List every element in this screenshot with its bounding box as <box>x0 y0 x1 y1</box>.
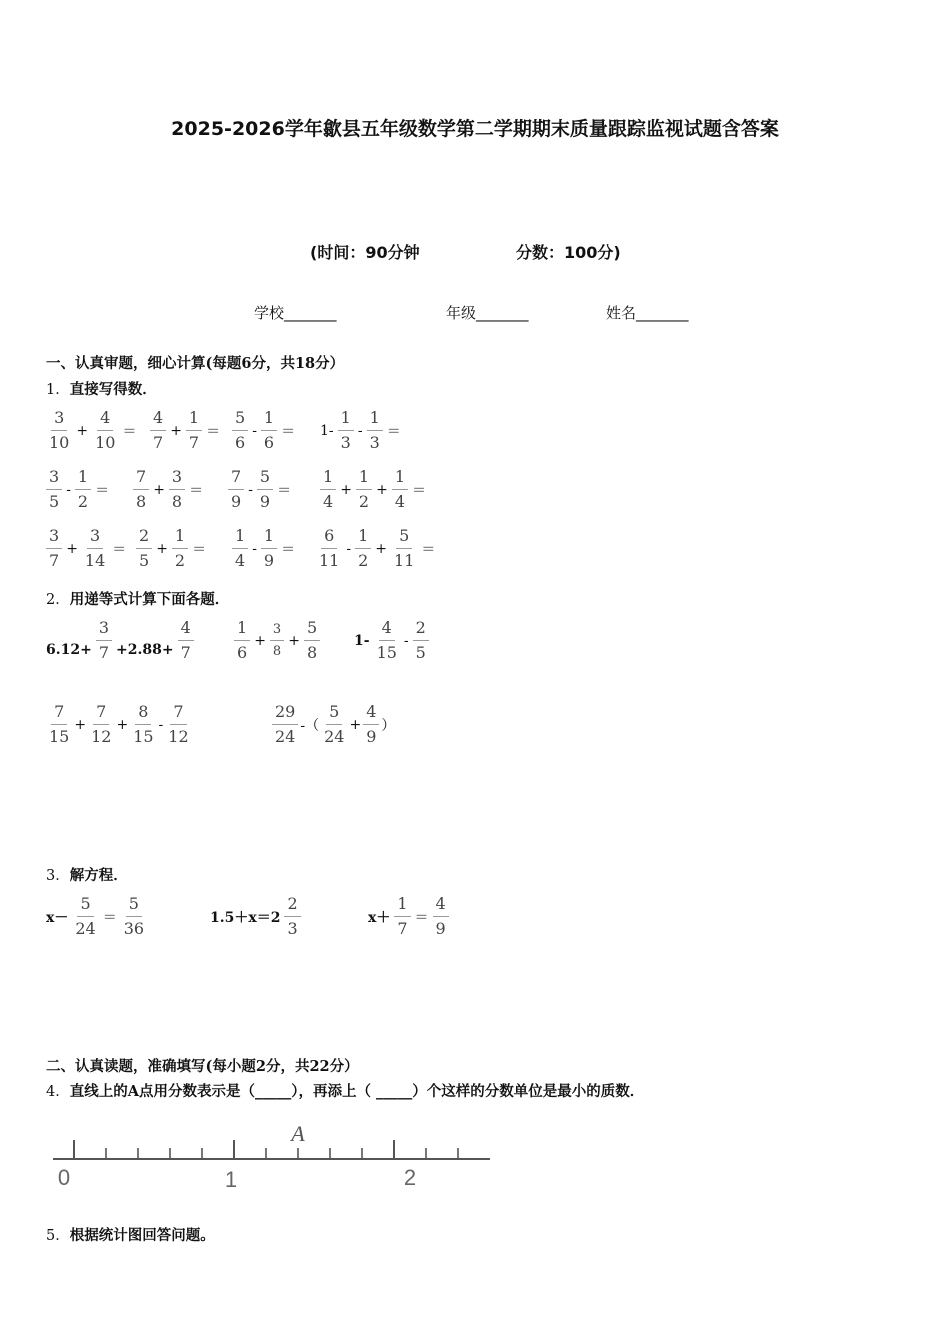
name-field: 姓名_______ <box>606 304 689 322</box>
operator: + <box>74 716 87 733</box>
calc-r1-c <box>232 410 295 451</box>
fraction <box>363 704 379 745</box>
operator: - <box>252 540 257 557</box>
q4-text-2: 点用分数表示是（_____），再添上（ _____）个这样的分数单位是最小的质数． <box>139 1083 645 1100</box>
numerator: 3 <box>46 528 62 549</box>
denominator: 2 <box>77 492 89 511</box>
calc-r2-a <box>46 469 109 510</box>
numerator: 4 <box>178 620 194 641</box>
fraction <box>178 620 194 661</box>
numerator: 5 <box>304 620 320 641</box>
numerator: 1 <box>172 528 188 549</box>
numerator: 3 <box>270 623 284 641</box>
fraction <box>169 469 185 510</box>
number-line-ticks <box>74 1140 458 1159</box>
operator: 6.12+ <box>46 642 92 658</box>
q2-text: 用递等式计算下面各题． <box>69 591 230 608</box>
denominator: 14 <box>84 551 106 570</box>
operator: - <box>248 481 253 498</box>
fraction <box>46 410 72 451</box>
operator: -（ <box>300 717 320 734</box>
calc-r1-b <box>150 410 220 451</box>
denominator: 11 <box>319 551 340 570</box>
q3-text: 解方程． <box>69 867 128 884</box>
fraction <box>284 896 300 937</box>
numerator: 5 <box>232 410 248 431</box>
q5-number: 5． <box>46 1228 70 1244</box>
operator: - <box>403 632 409 649</box>
fraction <box>367 410 383 451</box>
denominator: 7 <box>397 919 408 938</box>
numerator: 3 <box>87 528 103 549</box>
fraction <box>433 896 449 937</box>
q3-item-c <box>368 896 449 937</box>
number-line-label-2: 2 <box>403 1165 417 1190</box>
operator: ＝ <box>277 482 292 499</box>
numerator: 1 <box>186 410 202 431</box>
numerator: 4 <box>379 620 395 641</box>
operator: + <box>376 481 388 498</box>
numerator: 5 <box>257 469 273 490</box>
fraction <box>186 410 202 451</box>
fraction <box>228 469 244 510</box>
operator: 1- <box>320 422 334 439</box>
operator: + <box>254 632 266 649</box>
numerator: 5 <box>396 528 412 549</box>
operator: ＝ <box>412 482 427 499</box>
denominator: 7 <box>188 433 200 452</box>
numerator: 5 <box>326 704 342 725</box>
fraction <box>172 528 188 569</box>
denominator: 9 <box>435 919 446 938</box>
numerator: 1 <box>338 410 354 431</box>
question-4 <box>46 1080 644 1101</box>
numerator: 8 <box>135 704 151 725</box>
denominator: 15 <box>133 727 154 746</box>
denominator: 10 <box>95 433 116 452</box>
q1-text: 直接写得数． <box>69 381 157 398</box>
question-1 <box>46 378 157 399</box>
calc-r2-c <box>228 469 291 510</box>
fraction <box>46 704 72 745</box>
fraction <box>320 469 336 510</box>
fraction <box>46 528 62 569</box>
denominator: 2 <box>358 551 369 570</box>
fraction <box>304 620 320 661</box>
q3-item-b <box>210 896 301 937</box>
denominator: 3 <box>340 433 351 452</box>
fraction <box>413 620 429 661</box>
number-line <box>50 1118 495 1193</box>
numerator: 2 <box>284 896 300 917</box>
operator: + <box>340 481 352 498</box>
numerator: 4 <box>433 896 449 917</box>
q2-item-d <box>46 704 192 745</box>
operator: ＝ <box>95 482 110 499</box>
operator: + <box>153 481 165 498</box>
number-line-label-0: 0 <box>57 1165 71 1190</box>
denominator: 7 <box>49 551 60 570</box>
numerator: 7 <box>228 469 244 490</box>
fraction <box>392 469 408 510</box>
exam-time: (时间：90分钟 <box>310 243 420 262</box>
fraction <box>72 896 98 937</box>
denominator: 6 <box>235 433 246 452</box>
denominator: 7 <box>153 433 164 452</box>
operator: ＝ <box>112 541 127 558</box>
denominator: 8 <box>171 492 183 511</box>
fraction <box>321 704 347 745</box>
fraction <box>133 469 149 510</box>
calc-r3-b <box>136 528 206 569</box>
numerator: 1 <box>355 528 371 549</box>
numerator: 3 <box>169 469 185 490</box>
numerator: 6 <box>321 528 337 549</box>
numerator: 3 <box>51 410 67 431</box>
denominator: 24 <box>275 727 296 746</box>
denominator: 2 <box>174 551 186 570</box>
numerator: 7 <box>170 704 186 725</box>
q2-number: 2． <box>46 592 70 608</box>
fraction <box>261 410 277 451</box>
calc-r2-d <box>320 469 426 510</box>
operator: - <box>357 422 363 439</box>
operator: ＝ <box>281 423 296 440</box>
numerator: 1 <box>356 469 372 490</box>
denominator: 24 <box>324 727 345 746</box>
denominator: 8 <box>306 643 318 662</box>
fraction <box>394 896 410 937</box>
denominator: 4 <box>394 492 406 511</box>
denominator: 8 <box>136 492 147 511</box>
numerator: 7 <box>133 469 149 490</box>
fraction <box>391 528 417 569</box>
operator: + <box>349 716 362 733</box>
numerator: 5 <box>126 896 142 917</box>
calc-r1-d <box>320 410 401 451</box>
section2-heading: 二、认真读题，准确填写(每小题2分，共22分） <box>46 1058 359 1075</box>
q3-item-a <box>46 896 147 937</box>
operator: + <box>375 540 388 557</box>
fraction <box>88 704 114 745</box>
numerator: 7 <box>93 704 109 725</box>
denominator: 24 <box>75 919 96 938</box>
denominator: 36 <box>123 919 145 938</box>
denominator: 9 <box>366 727 377 746</box>
operator: + <box>116 716 129 733</box>
fraction <box>374 620 400 661</box>
page-title: 2025-2026学年歙县五年级数学第二学期期末质量跟踪监视试题含答案 <box>171 118 779 140</box>
operator: + <box>288 632 300 649</box>
denominator: 12 <box>168 727 189 746</box>
operator: ） <box>381 717 396 734</box>
denominator: 2 <box>358 492 370 511</box>
q3-number: 3． <box>46 868 70 884</box>
q4-bold-a: A <box>127 1083 139 1100</box>
operator: + <box>170 422 182 439</box>
fraction <box>121 896 147 937</box>
fraction <box>82 528 108 569</box>
fraction <box>338 410 354 451</box>
fraction <box>232 528 248 569</box>
fraction <box>46 469 62 510</box>
question-3 <box>46 864 128 885</box>
denominator: 6 <box>237 643 248 662</box>
fraction <box>136 528 152 569</box>
operator: 1.5＋x＝2 <box>210 909 281 926</box>
fraction <box>234 620 250 661</box>
fraction <box>75 469 91 510</box>
fraction <box>165 704 191 745</box>
q2-item-e <box>272 704 395 745</box>
denominator: 15 <box>376 643 397 662</box>
numerator: 29 <box>272 704 298 725</box>
fraction <box>150 410 166 451</box>
fraction <box>232 410 248 451</box>
numerator: 4 <box>150 410 166 431</box>
numerator: 2 <box>413 620 429 641</box>
school-field: 学校_______ <box>254 304 337 322</box>
numerator: 1 <box>367 410 383 431</box>
operator: ＝ <box>414 909 429 926</box>
numerator: 1 <box>261 410 277 431</box>
q2-item-c <box>354 620 429 661</box>
operator: + <box>66 540 78 557</box>
operator: - <box>346 540 352 557</box>
exam-score: 分数：100分) <box>516 243 621 262</box>
numerator: 2 <box>136 528 152 549</box>
q2-item-a <box>46 620 194 661</box>
fraction <box>356 469 372 510</box>
denominator: 3 <box>369 433 380 452</box>
operator: +2.88+ <box>116 642 174 658</box>
denominator: 15 <box>49 727 70 746</box>
operator: ＝ <box>192 541 207 558</box>
operator: - <box>158 716 164 733</box>
operator: ＝ <box>421 541 436 558</box>
numerator: 3 <box>96 620 112 641</box>
denominator: 10 <box>49 433 70 452</box>
numerator: 3 <box>46 469 62 490</box>
fraction <box>272 704 298 745</box>
numerator: 1 <box>394 896 410 917</box>
q5-text: 根据统计图回答问题。 <box>69 1227 215 1244</box>
operator: ＝ <box>206 423 221 440</box>
denominator: 12 <box>91 727 112 746</box>
denominator: 8 <box>272 644 282 659</box>
operator: x－ <box>46 909 69 926</box>
operator: ＝ <box>122 423 137 440</box>
number-line-point-a-label: A <box>291 1121 305 1146</box>
numerator: 1 <box>261 528 277 549</box>
numerator: 4 <box>97 410 113 431</box>
denominator: 5 <box>49 492 60 511</box>
operator: + <box>156 540 168 557</box>
calc-r2-b <box>133 469 203 510</box>
operator: - <box>252 422 257 439</box>
numerator: 1 <box>232 528 248 549</box>
grade-field: 年级_______ <box>446 304 529 322</box>
numerator: 7 <box>51 704 67 725</box>
denominator: 7 <box>98 643 110 662</box>
denominator: 9 <box>263 551 275 570</box>
numerator: 1 <box>75 469 91 490</box>
numerator: 4 <box>363 704 379 725</box>
operator: x＋ <box>368 909 391 926</box>
operator: 1- <box>354 632 370 649</box>
numerator: 1 <box>392 469 408 490</box>
fraction <box>270 623 284 658</box>
calc-r3-a <box>46 528 126 569</box>
operator: ＝ <box>189 482 204 499</box>
fraction <box>257 469 273 510</box>
denominator: 9 <box>259 492 271 511</box>
operator: ＝ <box>281 541 296 558</box>
fraction <box>130 704 156 745</box>
operator: ＝ <box>102 909 117 926</box>
denominator: 5 <box>139 551 150 570</box>
section1-heading: 一、认真审题，细心计算(每题6分，共18分） <box>46 355 345 372</box>
q2-item-b <box>234 620 320 661</box>
denominator: 7 <box>180 643 191 662</box>
denominator: 5 <box>415 643 426 662</box>
calc-r3-d <box>316 528 435 569</box>
fraction <box>355 528 371 569</box>
q4-text-1: 直线上的 <box>69 1083 128 1100</box>
denominator: 4 <box>235 551 246 570</box>
denominator: 3 <box>287 919 298 938</box>
denominator: 4 <box>323 492 334 511</box>
question-2 <box>46 588 229 609</box>
calc-r1-a <box>46 410 136 451</box>
denominator: 6 <box>263 433 275 452</box>
fraction <box>92 410 118 451</box>
fraction <box>316 528 342 569</box>
denominator: 9 <box>231 492 242 511</box>
question-5 <box>46 1224 215 1245</box>
fraction <box>261 528 277 569</box>
operator: + <box>76 422 89 439</box>
denominator: 11 <box>394 551 415 570</box>
number-line-label-1: 1 <box>224 1167 238 1192</box>
fraction <box>96 620 112 661</box>
q4-number: 4． <box>46 1084 70 1100</box>
operator: - <box>66 481 71 498</box>
numerator: 5 <box>77 896 93 917</box>
numerator: 1 <box>234 620 250 641</box>
operator: ＝ <box>386 423 401 440</box>
numerator: 1 <box>320 469 336 490</box>
calc-r3-c <box>232 528 295 569</box>
q1-number: 1． <box>46 382 70 398</box>
